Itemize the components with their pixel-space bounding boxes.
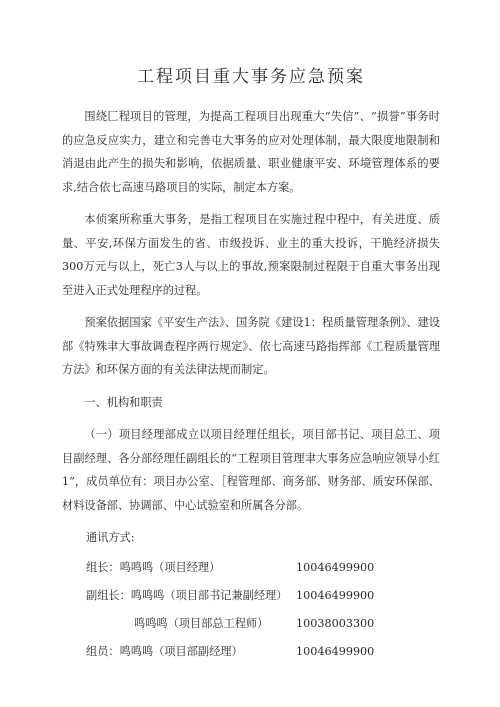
document-title: 工程项目重大事务应急预案 (137, 67, 365, 87)
contact-row (62, 554, 440, 582)
paragraph-organization: （一）项目经理部成立以项目经理任组长，项目部书记、项目总工、项目副经理、各分部经理任副组长的“工程项目管理聿大事务应急响应领导小红1”，成员单位有：项目办公室、［程管理部、商务部、财务部、质安环保部、材料设备部、协调部、中心试验室和所属各分部。 (62, 428, 440, 512)
contact-row (62, 610, 440, 638)
section-heading: 一、机构和职责 (84, 395, 163, 409)
contact-label: 副组长：鸣鸣鸣（项目部书记兼副经理） (86, 588, 288, 602)
contact-phone: 10046499900 (296, 560, 375, 574)
contact-row (62, 638, 440, 666)
contact-row (62, 582, 440, 610)
contact-phone: 10046499900 (296, 588, 375, 602)
contact-label: 鸣鸣鸣（项目部总工程师） (134, 616, 269, 630)
contact-phone: 10046499900 (296, 644, 375, 658)
contact-label: 组长：鸣鸣鸣（项目经理） (86, 560, 221, 574)
contact-list (62, 554, 440, 666)
paragraph-basis: 预案依据国家《平安生产法》、国务院《建设1：程质量管理条例》、建设部《特殊聿大事故调查程序两行规定》、依七高速马路指挥部《工程质量管理方法》和环保方面的有关法律法规而制定。 (62, 316, 440, 376)
contact-label: 组员：鸣鸣鸣（项目部副经理） (86, 644, 243, 658)
contact-title: 通讯方式: (86, 531, 135, 544)
paragraph-definition: 本侦案所称重大事务，是指工程项目在实施过程中程中，有关进度、质量、平安,环保方面发生的省、市级投诉、业主的重大投诉，干脆经济损失300万元与以上，死亡3人与以上的事故,预案限制过程限于自重大事务出现至进入正式处理程序的过程。 (62, 213, 440, 297)
contact-phone: 10038003300 (296, 616, 375, 630)
paragraph-purpose: 围绕匚程项目的管理，为提高工程项目出现重大“失信”、“损誉”事务时的应急反应实力，建立和完善屯大事务的应对处理体制，最大限度地限制和消退由此产生的损失和影响，依据质量、职业健康平安、环境管理体系的要求,结合依七高速马路项目的实际，制定本方案。 (62, 110, 440, 194)
